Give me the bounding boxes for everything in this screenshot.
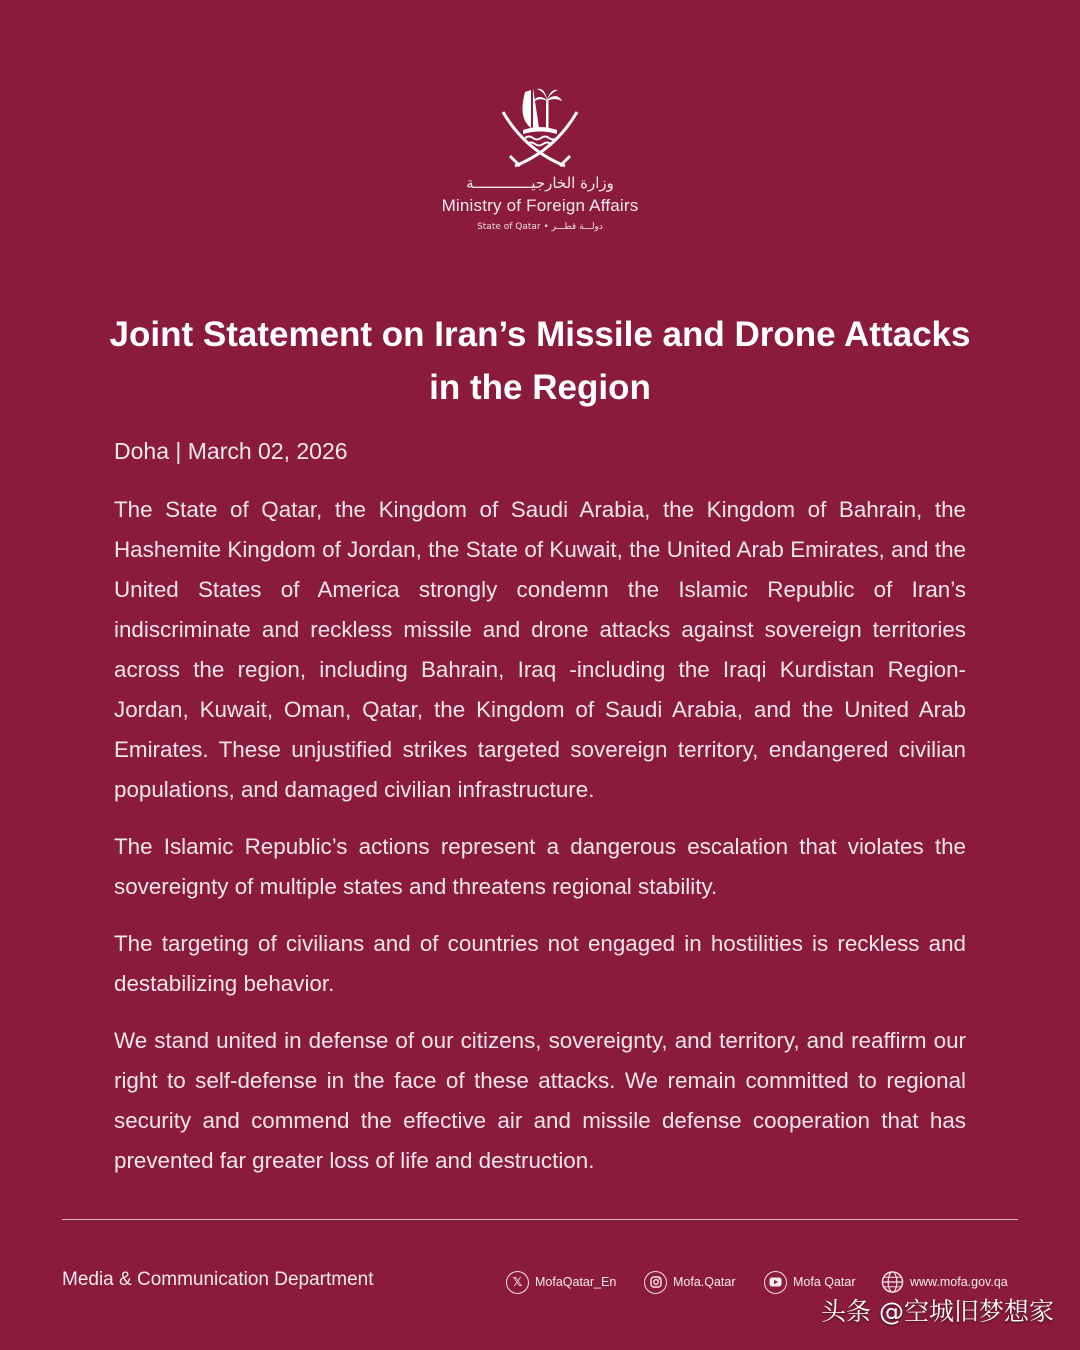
- dateline: Doha | March 02, 2026: [114, 438, 348, 464]
- title-line-2: in the Region: [429, 368, 651, 407]
- x-icon: 𝕏: [506, 1271, 529, 1294]
- paragraph-2: The Islamic Republic’s actions represent a dangerous escalation that violates the sovereignty of multiple states and threatens regional stability.: [114, 834, 966, 899]
- ministry-name-arabic: وزارة الخارجيـــــــــــــة: [466, 174, 614, 192]
- paragraph-1: The State of Qatar, the Kingdom of Saudi Arabia, the Kingdom of Bahrain, the Hashemite Kingdom of Jordan, the State of Kuwait, the United Arab Emirates, and the United States of America strongly condemn the Islamic Republic of Iran’s indiscriminate and reckless missile and drone attacks against sovereign territories across the region, including Bahrain, Iraq -including the Iraqi Kurdistan Region- Jordan, Kuwait, Oman, Qatar, the Kingdom of Saudi Arabia, and the United Arab Emirates. These unjustified strikes targeted sovereign territory, endangered civilian populations, and damaged civilian infrastructure.: [114, 497, 966, 802]
- social-instagram-label: Mofa.Qatar: [673, 1275, 736, 1289]
- ministry-name-english: Ministry of Foreign Affairs: [441, 196, 639, 215]
- globe-icon: [881, 1271, 904, 1294]
- social-website-label: www.mofa.gov.qa: [910, 1275, 1008, 1289]
- qatar-emblem-icon: [495, 80, 585, 172]
- department-label: Media & Communication Department: [62, 1269, 374, 1290]
- youtube-icon: [764, 1271, 787, 1294]
- instagram-icon: [644, 1271, 667, 1294]
- statement-body: [114, 490, 966, 1198]
- social-x-link[interactable]: [506, 1268, 616, 1296]
- paragraph-4: We stand united in defense of our citizens, sovereignty, and territory, and reaffirm our right to self-defense in the face of these attacks. We remain committed to regional security and commend the effective air and missile defense cooperation that has prevented far greater loss of life and destruction.: [114, 1028, 966, 1173]
- state-of-qatar-label: State of Qatar • دولـــة قطـــر: [477, 222, 603, 232]
- title-line-1: Joint Statement on Iran’s Missile and Drone Attacks: [109, 315, 971, 354]
- social-x-label: MofaQatar_En: [535, 1275, 617, 1289]
- social-youtube-label: Mofa Qatar: [793, 1275, 856, 1289]
- paragraph-3: The targeting of civilians and of countries not engaged in hostilities is reckless and destabilizing behavior.: [114, 931, 966, 996]
- ministry-logo: [0, 80, 1080, 232]
- social-instagram-link[interactable]: [644, 1268, 736, 1296]
- footer-divider: [62, 1219, 1018, 1220]
- watermark: 头条 @空城旧梦想家: [821, 1297, 1054, 1326]
- page-title: [90, 308, 990, 414]
